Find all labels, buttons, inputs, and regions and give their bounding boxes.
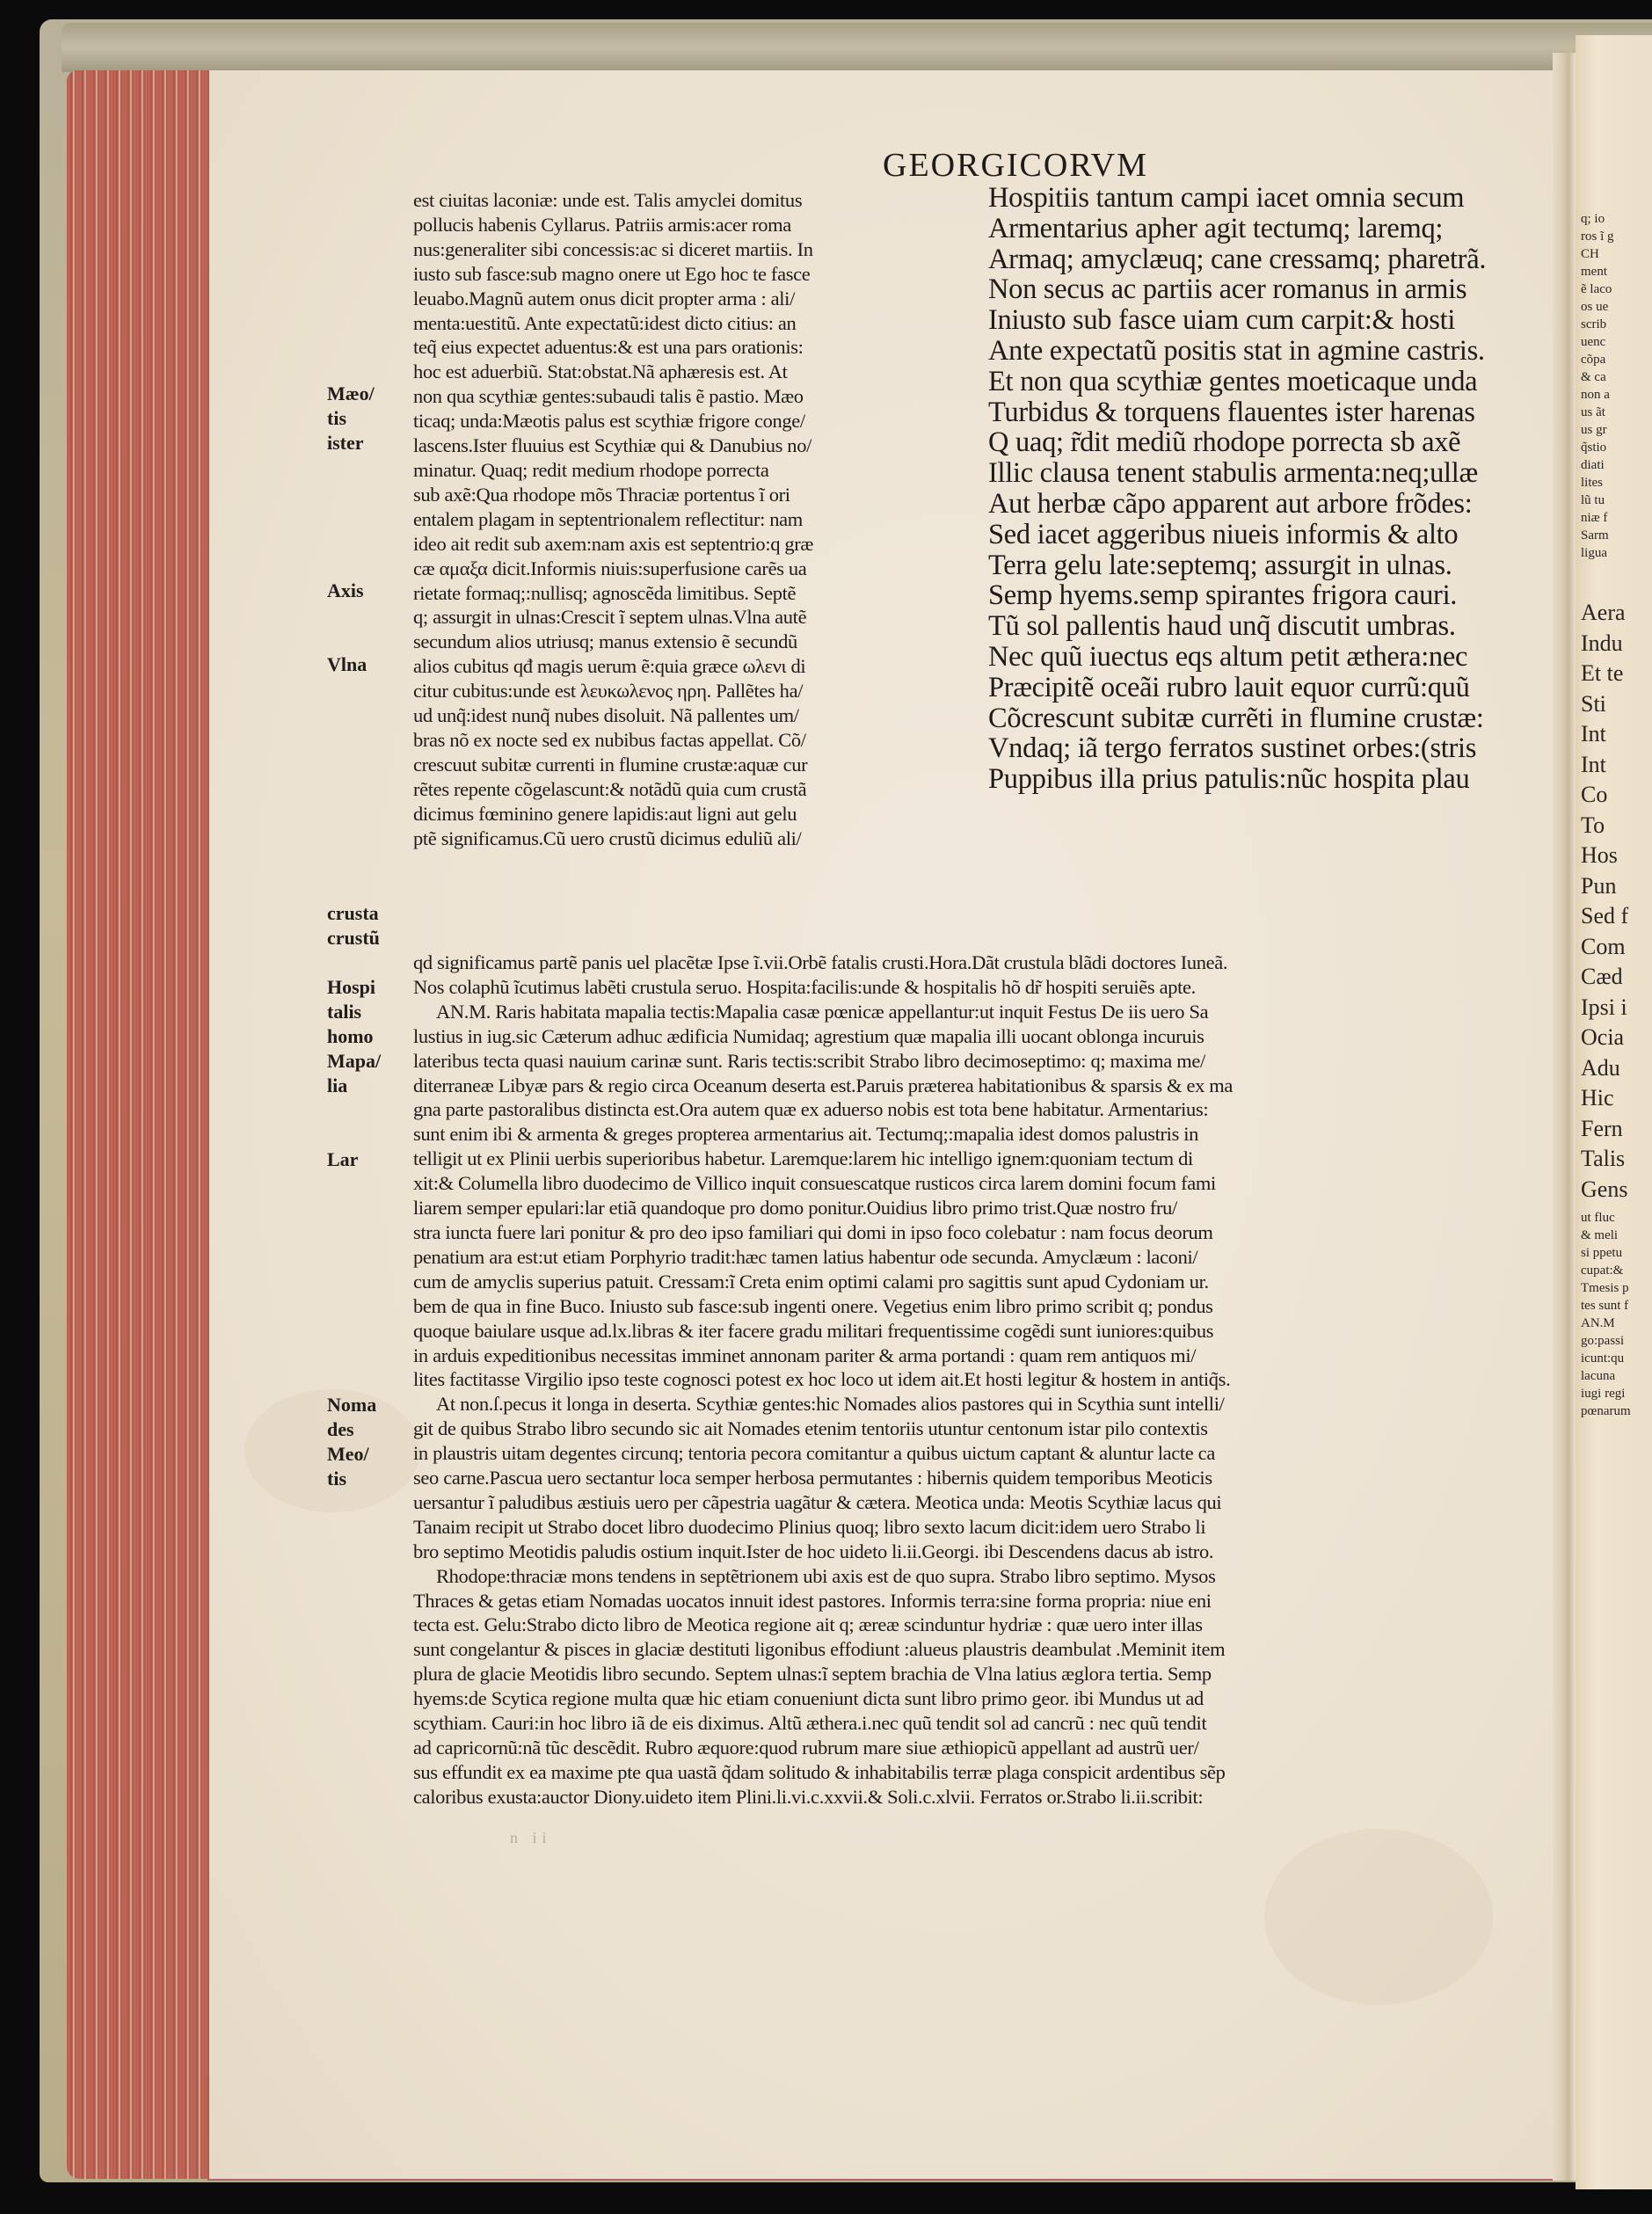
commentary-line: rietate formaq;:nullisq; agnoscẽda limitibus. Septẽ <box>413 581 797 604</box>
facing-commentary-fragment: iugi regi <box>1581 1387 1626 1401</box>
commentary-top-column <box>413 188 985 850</box>
marginal-note: lia <box>327 1074 348 1096</box>
commentary-line: qd significamus partẽ panis uel placẽtæ Ipse ĩ.vii.Orbẽ fatalis crusti.Hora.Dãt crustula blãdi doctores Iuneã. <box>413 951 1228 973</box>
red-page-edges <box>67 70 207 2179</box>
commentary-line: uersantur ĩ paludibus æstiuis uero per cãpestria uagãtur & cætera. Meotica unda: Meotis Scythiæ lacus qui <box>413 1490 1222 1513</box>
commentary-line: lascens.Ister fluuius est Scythiæ qui & Danubius no/ <box>413 434 812 457</box>
commentary-line: Thraces & getas etiam Nomadas uocatos innuit idest pastores. Informis terra:sine forma propria: niue eni <box>413 1589 1212 1612</box>
facing-commentary-fragment: & ca <box>1581 370 1606 384</box>
facing-verse-fragment: Talis <box>1581 1146 1626 1171</box>
commentary-line: est ciuitas laconiæ: unde est. Talis amyclei domitus <box>413 189 803 211</box>
verse-line: Aut herbæ cãpo apparent aut arbore frõdes: <box>988 487 1473 520</box>
commentary-line: gna parte pastoralibus distincta est.Ora autem quæ ex aduerso nobis est tota bene habitatur. Armentarius: <box>413 1098 1209 1121</box>
commentary-line: sus effundit ex ea maxime pte qua uastã q̃dam solitudo & inhabitabilis terræ plaga conspicit ardentibus sẽp <box>413 1760 1226 1783</box>
facing-recto-page-edge <box>1576 35 1652 2189</box>
signature-mark: n ii <box>510 1829 552 1846</box>
commentary-line: seo carne.Pascua uero sectantur loca semper herbosa permutantes : hibernis quidem temporibus Meoticis <box>413 1467 1212 1489</box>
commentary-line: sunt congelantur & pisces in glaciæ destituti ligonibus effodiunt :alueus plaustris deambulat .Meminit item <box>413 1638 1226 1661</box>
facing-verse-fragment: Sed f <box>1581 903 1629 929</box>
verse-line: Vndaq; iã tergo ferratos sustinet orbes:(stris <box>988 732 1477 765</box>
commentary-line: leuabo.Magnũ autem onus dicit propter arma : ali/ <box>413 287 795 310</box>
verse-line: Cõcrescunt subitæ currẽti in flumine crustæ: <box>988 702 1484 734</box>
commentary-line: AN.M. Raris habitata mapalia tectis:Mapalia casæ pœnicæ appellantur:ut inquit Festus De iis uero Sa <box>436 1000 1209 1023</box>
commentary-line: Rhodope:thraciæ mons tendens in septẽtrionem ubi axis est de quo supra. Strabo libro septimo. Mysos <box>436 1564 1216 1587</box>
verse-line: Iniusto sub fasce uiam cum carpit:& hosti <box>988 304 1456 337</box>
facing-commentary-fragment: uenc <box>1581 335 1606 349</box>
commentary-line: q; assurgit in ulnas:Crescit ĩ septem ulnas.Vlna autẽ <box>413 606 807 629</box>
facing-commentary-fragment: us gr <box>1581 423 1607 437</box>
verse-line: Turbidus & torquens flauentes ister harenas <box>988 396 1475 428</box>
verse-line: Illic clausa tenent stabulis armenta:neq;ullæ <box>988 457 1478 490</box>
commentary-line: bro septimo Meotidis paludis ostium inquit.Ister de hoc uideto li.ii.Georgi. ibi Descendens dacus ab istro. <box>413 1540 1214 1562</box>
marginal-note: Meo/ <box>327 1443 369 1465</box>
marginal-note: crustũ <box>327 927 380 949</box>
commentary-line: minatur. Quaq; redit medium rhodope porrecta <box>413 458 769 481</box>
commentary-line: alios cubitus qđ magis uerum ẽ:quia græce ωλενι di <box>413 655 806 678</box>
marginal-note: Noma <box>327 1394 377 1416</box>
commentary-line: ad capricornũ:nã tũc descẽdit. Rubro æquore:quod rubrum mare siue æthiopicũ appellant ad austrũ uer/ <box>413 1737 1199 1759</box>
facing-commentary-fragment: ẽ laco <box>1581 282 1612 296</box>
commentary-line: ticaq; unda:Mæotis palus est scythiæ frigore conge/ <box>413 410 805 433</box>
facing-commentary-fragment: lacuna <box>1581 1369 1616 1383</box>
facing-commentary-fragment: q; io <box>1581 212 1605 226</box>
marginal-note: tis <box>327 1468 346 1489</box>
marginal-note: Mæo/ <box>327 382 375 404</box>
facing-commentary-fragment: ment <box>1581 265 1607 279</box>
commentary-line: sunt enim ibi & armenta & greges propterea armentarius ait. Tectumq;:mapalia idest domos palustris in <box>413 1123 1199 1146</box>
commentary-line: caloribus exusta:auctor Diony.uideto item Plini.li.vi.c.xxvii.& Soli.c.xlvii. Ferratos or.Strabo li.ii.scribit: <box>413 1785 1204 1808</box>
facing-verse-fragment: To <box>1581 812 1605 838</box>
commentary-line: hyems:de Scytica regione multa quæ hic etiam conueniunt dicta sunt libro primo geor. ibi Mundus ut ad <box>413 1687 1204 1710</box>
verse-line: Ante expectatũ positis stat in agmine castris. <box>988 334 1485 367</box>
marginal-note: tis <box>327 407 346 429</box>
commentary-line: lustius in iug.sic Cæterum adhuc ædificia Numidaq; agrestium quæ mapalia illi uocant oblonga incuruis <box>413 1024 1204 1047</box>
commentary-line: non qua scythiæ gentes:subaudi talis ẽ pastio. Mæo <box>413 385 804 408</box>
facing-verse-fragment: Sti <box>1581 690 1606 717</box>
facing-commentary-fragment: ut fluc <box>1581 1211 1615 1225</box>
commentary-line: Tanaim recipit ut Strabo docet libro duodecimo Plinius quoq; libro sexto lacum dicit:idem uero Strabo li <box>413 1515 1206 1538</box>
commentary-line: entalem plagam in septentrionalem reflectitur: nam <box>413 507 803 530</box>
verse-column <box>988 183 1568 795</box>
commentary-line: menta:uestitũ. Ante expectatũ:idest dicto citius: an <box>413 311 797 334</box>
verse-line: Tũ sol pallentis haud unq̃ discutit umbras. <box>988 610 1456 643</box>
verse-line: Armentarius apher agit tectumq; laremq; <box>988 212 1444 244</box>
marginal-note: Axis <box>327 579 364 601</box>
verse-line: Q uaq; r̃dit mediũ rhodope porrecta sb axẽ <box>988 426 1461 459</box>
facing-commentary-fragment: si ppetu <box>1581 1246 1623 1260</box>
commentary-line: teq̃ eius expectet aduentus:& est una pars orationis: <box>413 336 804 359</box>
facing-commentary-fragment: go:passi <box>1581 1334 1625 1348</box>
facing-commentary-fragment: scrib <box>1581 317 1607 331</box>
commentary-line: sub axẽ:Qua rhodope mõs Thraciæ portentus ĩ ori <box>413 483 790 506</box>
commentary-line: hoc est aduerbiũ. Stat:obstat.Nã aphæresis est. At <box>413 361 788 383</box>
facing-commentary-fragment: AN.M <box>1581 1316 1615 1330</box>
marginal-note: des <box>327 1418 354 1440</box>
commentary-line: nus:generaliter sibi concessis:ac si diceret martiis. In <box>413 237 813 260</box>
facing-commentary-fragment: ligua <box>1581 546 1607 560</box>
facing-commentary-fragment: cõpa <box>1581 353 1606 367</box>
facing-commentary-fragment: niæ f <box>1581 511 1608 525</box>
commentary-line: pollucis habenis Cyllarus. Patriis armis:acer roma <box>413 213 791 236</box>
commentary-line: in arduis expeditionibus necessitas imminet annonam pariter & arma portandi : quam rem antiquos mi/ <box>413 1344 1197 1366</box>
marginal-note: homo <box>327 1025 374 1047</box>
commentary-full-width <box>413 950 1556 1810</box>
commentary-line: cæ αμαξα dicit.Informis niuis:superfusione carẽs ua <box>413 557 807 579</box>
commentary-line: ud unq̃:idest nunq̃ nubes disoluit. Nã pallentes um/ <box>413 704 799 727</box>
commentary-line: iusto sub fasce:sub magno onere ut Ego hoc te fasce <box>413 262 811 285</box>
facing-verse-fragment: Adu <box>1581 1054 1620 1081</box>
commentary-line: lateribus tecta quasi nauium carinæ sunt. Raris tectis:scribit Strabo libro decimoseptimo: q; maxima me/ <box>413 1049 1205 1072</box>
commentary-line: liarem semper epulari:lar etiã quandoque pro domo ponitur.Ouidius libro primo trist.Quæ nostro fru/ <box>413 1197 1177 1220</box>
facing-commentary-fragment: cupat:& <box>1581 1264 1624 1278</box>
facing-commentary-fragment: & meli <box>1581 1228 1619 1242</box>
facing-verse-fragment: Fern <box>1581 1115 1623 1141</box>
commentary-line: secundum alios utriusq; manus extensio ẽ secundũ <box>413 630 797 653</box>
running-header: GEORGICORVM <box>883 147 1148 184</box>
verse-line: Armaq; amyclæuq; cane cressamq; pharetrã. <box>988 243 1487 275</box>
commentary-line: lites factitasse Virgilio ipso teste cognosci potest ex hoc loco ut idem ait.Et hosti legitur & hostem in antiq̃s. <box>413 1368 1231 1391</box>
verse-line: Et non qua scythiæ gentes moeticaque unda <box>988 365 1478 397</box>
commentary-line: cum de amyclis superius patuit. Cressam:ĩ Creta enim optimi calami pro sagittis sunt apud Cydoniam ur. <box>413 1270 1209 1293</box>
verse-line: Præcipitẽ oceãi rubro lauit equor currũ:quũ <box>988 671 1470 703</box>
facing-verse-fragment: Gens <box>1581 1176 1628 1202</box>
marginal-note: talis <box>327 1001 362 1023</box>
commentary-line: rẽtes repente cõgelascunt:& notãdũ quia cum crustã <box>413 777 807 800</box>
commentary-line: Nos colaphũ ĩcutimus labẽti crustula seruo. Hospita:facilis:unde & hospitalis hõ dr̃ hospiti seruiẽs apte. <box>413 975 1196 998</box>
facing-verse-fragment: Ocia <box>1581 1024 1625 1050</box>
commentary-line: crescuut subitæ currenti in flumine crustæ:aquæ cur <box>413 753 808 776</box>
commentary-line: bras nõ ex nocte sed ex nubibus factas appellat. Cõ/ <box>413 728 806 751</box>
commentary-line: quoque baiulare usque ad.lx.libras & iter facere gradu militari frequentissime cogẽdi sunt iuniores:quibus <box>413 1319 1214 1342</box>
commentary-line: bem de qua in fine Buco. Iniusto sub fasce:sub ingenti onere. Vegetius enim libro primo scribit q; pondus <box>413 1294 1213 1317</box>
marginal-note: crusta <box>327 902 379 924</box>
facing-commentary-fragment: q̃stio <box>1581 441 1607 455</box>
verse-line: Nec quũ iuectus eqs altum petit æthera:nec <box>988 640 1468 673</box>
marginal-note: Hospi <box>327 976 376 998</box>
facing-verse-fragment: Int <box>1581 751 1606 777</box>
verse-line: Sed iacet aggeribus niueis informis & alto <box>988 518 1459 550</box>
facing-commentary-fragment: ros ĩ g <box>1581 229 1614 244</box>
facing-verse-fragment: Com <box>1581 933 1626 959</box>
facing-commentary-fragment: tes sunt f <box>1581 1299 1629 1313</box>
facing-commentary-fragment: Sarm <box>1581 528 1609 543</box>
marginal-note: Lar <box>327 1148 359 1170</box>
commentary-line: git de quibus Strabo libro secundo sic ait Nomades etenim tentoriis utuntur centonum istar pilo contextis <box>413 1417 1208 1440</box>
commentary-line: tecta est. Gelu:Strabo dicto libro de Meotica regione ait q; æreæ scinduntur hydriæ : quæ uero inter illas <box>413 1613 1203 1636</box>
commentary-line: telligit ut ex Plinii uerbis superioribus habetur. Laremque:larem hic intelligo ignem:quoniam tectum di <box>413 1147 1193 1170</box>
commentary-line: scythiam. Cauri:in hoc libro iã de eis diximus. Altũ æthera.i.nec quũ tendit sol ad cancrũ : nec quũ tendit <box>413 1712 1207 1735</box>
facing-commentary-fragment: icunt:qu <box>1581 1351 1625 1366</box>
commentary-line: in plaustris uitam degentes circunq; tentoria pecora comitantur a quibus uictum captant & aluntur lacte ca <box>413 1442 1215 1465</box>
facing-commentary-fragment: CH <box>1581 247 1599 261</box>
commentary-line: ptẽ significamus.Cũ uero crustũ dicimus eduliũ ali/ <box>413 827 802 849</box>
facing-commentary-fragment: us ãt <box>1581 405 1605 419</box>
facing-verse-fragment: Pun <box>1581 872 1617 899</box>
facing-verse-fragment: Indu <box>1581 630 1623 656</box>
verse-line: Puppibus illa prius patulis:nũc hospita plau <box>988 763 1470 796</box>
facing-commentary-fragment: lũ tu <box>1581 493 1605 507</box>
verse-line: Non secus ac partiis acer romanus in armis <box>988 273 1467 306</box>
commentary-line: ideo ait redit sub axem:nam axis est septentrio:q græ <box>413 532 814 555</box>
commentary-line: diterraneæ Libyæ pars & regio circa Oceanum deserta est.Paruis præterea habitationibus & sparsis & ex ma <box>413 1074 1234 1096</box>
commentary-line: stra iuncta fuere lari ponitur & pro deo ipso familiari qui domi in ipso foco colebatur : nam focus deorum <box>413 1220 1213 1243</box>
verse-line: Terra gelu late:septemq; assurgit in ulnas. <box>988 549 1452 581</box>
facing-verse-fragment: Co <box>1581 782 1608 807</box>
facing-verse-fragment: Int <box>1581 721 1606 746</box>
commentary-line: citur cubitus:unde est λευκωλενος ηρη. Pallẽtes ha/ <box>413 680 804 703</box>
marginal-note: ister <box>327 432 364 454</box>
marginal-note: Vlna <box>327 653 368 675</box>
facing-verse-fragment: Aera <box>1581 600 1626 625</box>
verse-line: Semp hyems.semp spirantes frigora cauri. <box>988 579 1458 612</box>
facing-commentary-fragment: diati <box>1581 458 1605 472</box>
commentary-line: dicimus fœminino genere lapidis:aut ligni aut gelu <box>413 802 797 825</box>
facing-verse-fragment: Cæd <box>1581 964 1623 989</box>
commentary-line: plura de glacie Meotidis libro secundo. Septem ulnas:ĩ septem brachia de Vlna latius æglога tertia. Semp <box>413 1663 1212 1686</box>
facing-commentary-fragment: pœnarum <box>1581 1404 1631 1418</box>
facing-commentary-fragment: os ue <box>1581 300 1609 314</box>
facing-verse-fragment: Ipsi i <box>1581 994 1627 1020</box>
commentary-line: xit:& Columella libro duodecimo de Villico inquit consuescatque rusticos circa larem domini focum fami <box>413 1172 1216 1195</box>
commentary-line: At non.ſ.pecus it longa in deserta. Scythiæ gentes:hic Nomades alios pastores qui in Scythia sunt intelli/ <box>436 1393 1225 1416</box>
facing-verse-fragment: Et te <box>1581 660 1624 686</box>
verse-line: Hospitiis tantum campi iacet omnia secum <box>988 182 1465 214</box>
book-cover-top-edge <box>62 23 1652 72</box>
facing-verse-fragment: Hos <box>1581 842 1618 868</box>
facing-commentary-fragment: non a <box>1581 388 1610 402</box>
facing-verse-fragment: Hic <box>1581 1085 1614 1111</box>
marginal-note: Mapa/ <box>327 1050 382 1072</box>
facing-commentary-fragment: lites <box>1581 476 1603 490</box>
facing-commentary-fragment: Tmesis p <box>1581 1281 1629 1295</box>
commentary-line: penatium ara est:ut etiam Porphyrio tradit:hæc tamen latius habentur ode secunda. Amyclæum : laconi/ <box>413 1245 1198 1268</box>
